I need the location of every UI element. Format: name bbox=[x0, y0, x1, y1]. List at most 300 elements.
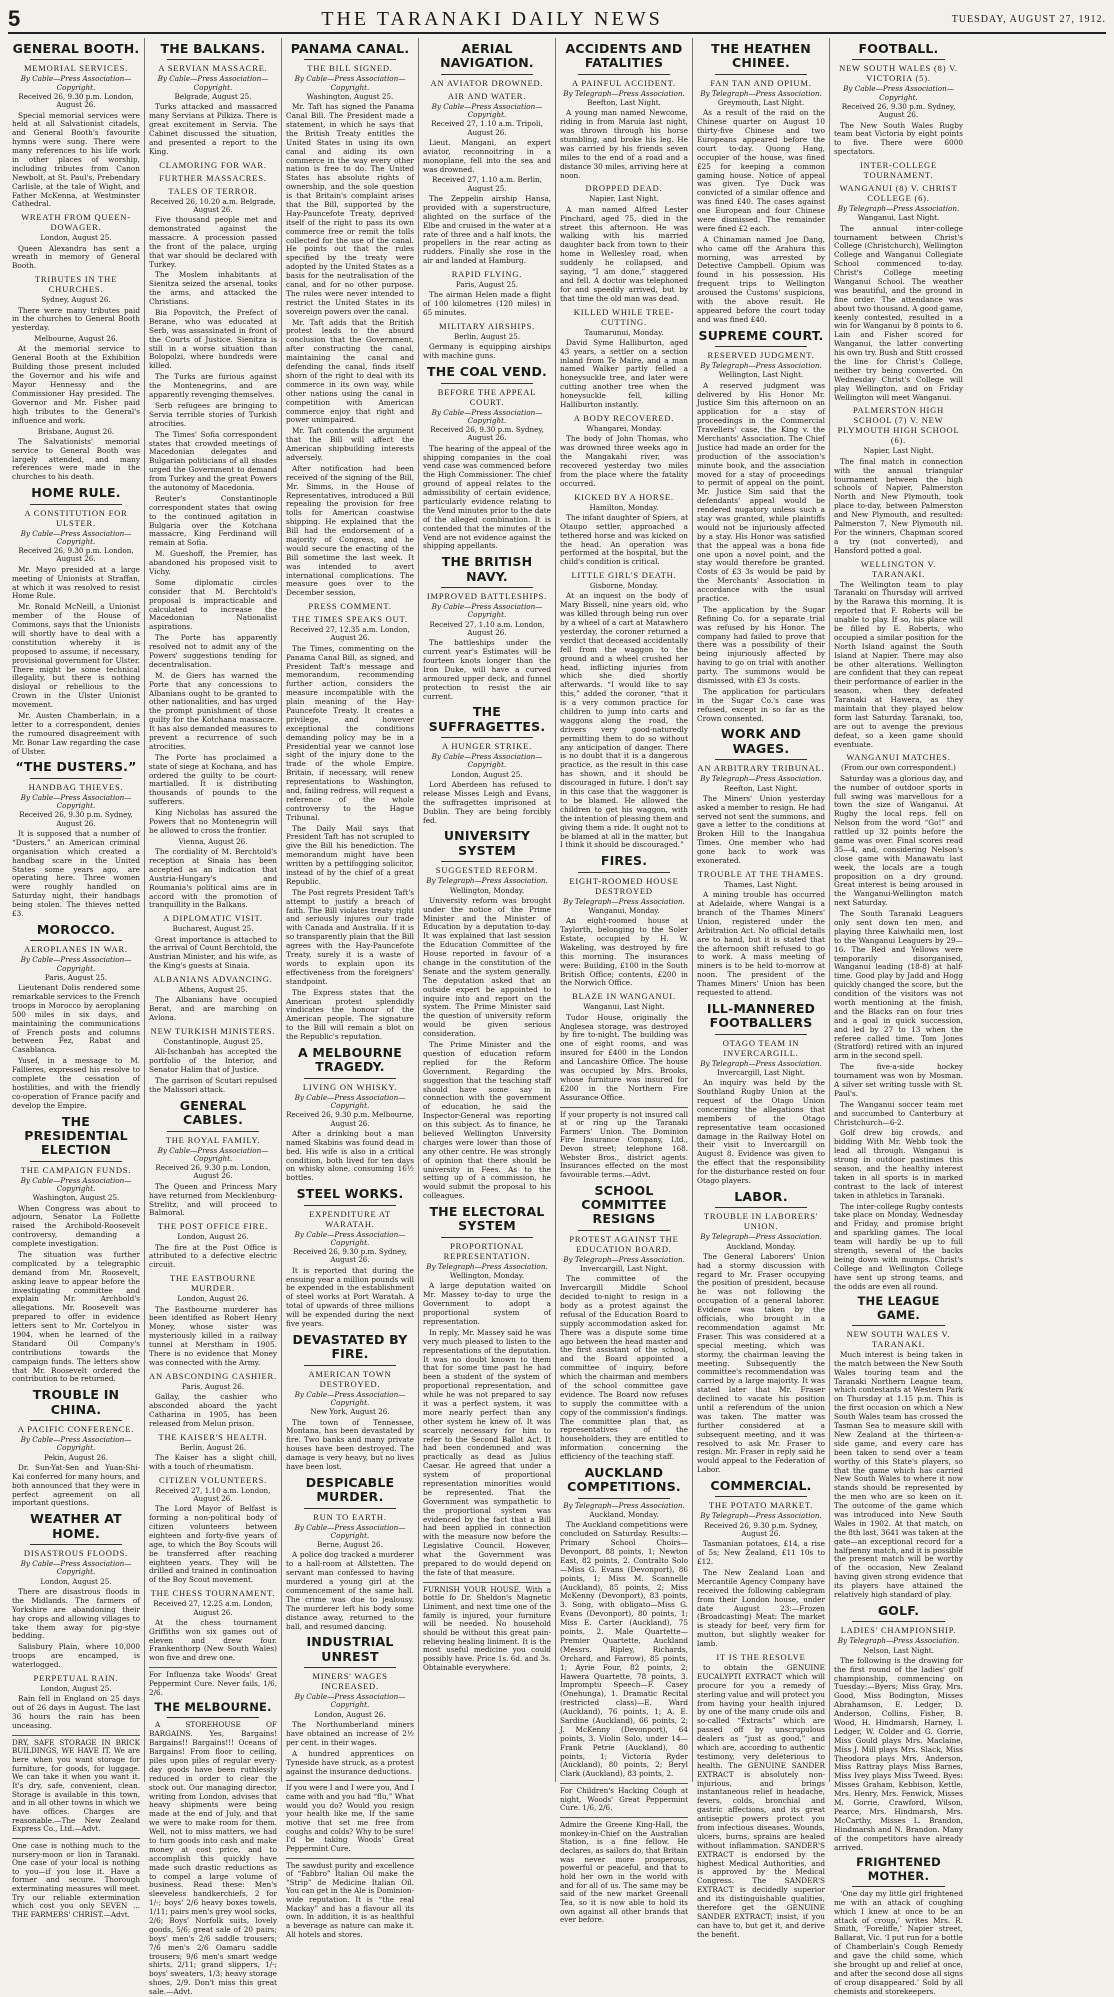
article-paragraph: It is reported that during the ensuing year a million pounds will be expended in the establishment of steel works at Port Waratah. A total of upwards of three millions will be expended during the next five years. bbox=[286, 1265, 414, 1329]
article-subheading: FAN TAN AND OPIUM. bbox=[710, 77, 812, 88]
article-paragraph: Yusef, in a message to M. Fallieres, expressed his resolve to complete the cessation of hostilities, and with the friendly co-operation of France pacify and develop the Empire. bbox=[12, 1056, 140, 1110]
wire-credit: By Cable—Press Association—Copyright. bbox=[294, 1229, 406, 1247]
article-subheading: THE ROYAL FAMILY. bbox=[165, 1134, 261, 1145]
column-4 bbox=[419, 38, 556, 1782]
article-paragraph: The Moslem inhabitants at Sienitza seized the arsenal, tooks the arms, and attacked the Christians. bbox=[149, 270, 277, 307]
article-subheading: TALES OF TERROR. bbox=[168, 185, 258, 196]
article-paragraph: The town of Tennessee, Montana, has been devastated by fire. Two banks and many private houses have been destroyed. The damage is very heavy, but no lives have been lost. bbox=[286, 1417, 414, 1471]
wire-credit: By Telegraph—Press Association. bbox=[700, 1511, 822, 1521]
headline-rule bbox=[441, 383, 533, 384]
article-paragraph: The Kaiser has a slight chill, with a touch of rheumatism. bbox=[149, 1452, 277, 1471]
article-paragraph: Mr. Taft has signed the Panama Canal Bill. The President made a statement, in which he says that the British Treaty entitles the United States in using its own canal and aiding its own commerce in the way every other nation is free to do. The United States has absolute rights of ownership, and the sole question is that Britain's complaint arises that the Bill, supported by the Hay-Pauncefote Treaty, deprived itself of the right to pass its own commerce free or remit the tolls collected for the use of the canal. He points out that the rules specified by the treaty were adopted by the United States as a basis for the neutralisation of the canal, and for no other purpose. The rules were never intended to restrict the United States in its sovereign powers over the canal. bbox=[286, 102, 414, 316]
dateline: Received 26, 9.30 p.m. London, August 26. bbox=[18, 546, 134, 564]
headline-rule bbox=[30, 940, 122, 941]
headline-rule bbox=[578, 1498, 670, 1499]
article-paragraph: The hearing of the appeal of the shipping companies in the coal vend case was commenced before the High Commissioner. The chief ground of appeal relates to the admissibility of certain evidence, particularly evidence relating to the Vend minutes prior to the date of the alleged combination. It is contended that the minutes of the Vend are not evidence against the shipping appellants. bbox=[423, 443, 551, 551]
article-headline: HOME RULE. bbox=[31, 485, 121, 501]
column-1 bbox=[8, 38, 145, 1919]
dateline: Auckland, Monday. bbox=[726, 1241, 796, 1251]
dateline: Invercargill, Last Night. bbox=[717, 1067, 805, 1077]
article-subheading: IT IS THE RESOLVE bbox=[716, 1651, 806, 1662]
wire-credit: By Cable—Press Association—Copyright. bbox=[20, 74, 132, 92]
article-headline: FOOTBALL. bbox=[858, 41, 939, 56]
article-subheading: WREATH FROM QUEEN-DOWAGER. bbox=[21, 212, 131, 233]
article-subheading: AMERICAN TOWN DESTROYED. bbox=[308, 1368, 392, 1389]
article-paragraph: Much interest is being taken in the match between the New South Wales touring team and the Taranaki Northern League team, which contestants at Western Park on Thursday at 1.15 p.m. This is the first occasion on which a New South Wales team has crossed the Tasman Sea to measure skill with New Zealand at the thirteen-a-side game, and every care has been taken to send over a team worthy of this State's players, so that the game which has carried New South Wales to where it now stands should be represented by the men who are so keen on it. The outcome of the game which was introduced into New South Wales in 1902. At that match, on the 8th last, 3641 was taken at the gate—an exceptional record for a halfpenny match, and it is possible the present match will be worthy of the occasion, New Zealand having given strong evidence that its players have attained the relatively high standard of play. bbox=[834, 1349, 964, 1599]
wire-credit: By Cable—Press Association—Copyright. bbox=[431, 101, 543, 120]
wire-credit: By Cable—Press Association—Copyright. bbox=[20, 1435, 132, 1453]
dateline: Athens, August 25. bbox=[178, 985, 248, 995]
article-paragraph: A police dog tracked a murderer to a hall-room at Allstetten. The servant man confessed to having murdered a young girl at the commencement of the same hall. The crime was due to jealousy. The murderer left his body some distance away, returned to the ball, and resumed dancing. bbox=[286, 1550, 414, 1631]
article-paragraph: The New Zealand Loan and Mercantile Agency Company have received the following cablegram from their London house, under date August 23:—Frozen (Broadcasting) Meat: The market is steady for beef, very firm for mutton, but slightly weaker for lamb. bbox=[697, 1567, 825, 1649]
article-subheading: AEROPLANES IN WAR. bbox=[24, 944, 128, 955]
article-paragraph: Bia Popovitch, the Prefect of Berane, who was educated at Serb, was assassinated in front of the Courts of Justice. Sienitza is still in a worse situation than Bolopolzi, where hundreds were killed. bbox=[149, 308, 277, 371]
article-subheading: AN ABSCONDING CASHIER. bbox=[149, 1370, 277, 1381]
article-paragraph: The Times, commenting on the Panama Canal Bill, as signed, and President Taft's message and memorandum, recommending further action, considers the measure incompatible with the plain meaning of the Hay-Pauncefote Treaty. It creates a privilege, and however exceptional the conditions demanding policy may be in a Presidential year we cannot lose sight of the injury done to the trade of the whole Empire. Britain, if necessary, will renew representations to Washington, and, failing redress, will request a reference of the whole controversy to the Hague Tribunal. bbox=[286, 643, 414, 822]
article-headline: THE ELECTORAL SYSTEM bbox=[429, 1204, 545, 1234]
article bbox=[697, 727, 825, 997]
article-paragraph: Reuter's Constantinople correspondent states that owing to the continued agitation in Bulgaria over the Kotchana massacre, King Ferdinand will remain at Sofia. bbox=[149, 493, 277, 548]
article bbox=[423, 365, 551, 551]
wire-credit: By Telegraph—Press Association. bbox=[837, 204, 960, 214]
article-paragraph: An eight-roomed house at Taylorth, belonging to the Soler Estate, occupied by H. W. Wakeling, was destroyed by fire this morning. The insurances were: Building, £100 in the South British Office; contents, £200 in the Norwich Office. bbox=[560, 916, 688, 988]
wire-credit: By Cable—Press Association—Copyright. bbox=[843, 84, 954, 102]
dateline: Received 27, 1.10 a.m. London, August 26. bbox=[155, 1485, 271, 1503]
headline-rule bbox=[441, 737, 533, 738]
headline-rule bbox=[167, 1131, 259, 1132]
article-paragraph: The General Laborers' Union had a stormy discussion with regard to Mr. Fraser occupying the position of president, because he was not following the occupation of a general laborer. Evidence was taken by the officials, who brought in a recommendation against Mr. Fraser. This was considered at a special meeting, which was stormy, the chairman leaving the meeting. Subsequently the committee's recommendation was carried by a large majority. It was stated later that Mr. Fraser declined to vacate his position until a referendum of the union was taken. The matter was further considered at a subsequent meeting, and it was resolved to ask Mr. Fraser to resign. Mr. Fraser in reply said he would appeal to the Federation of Labor. bbox=[697, 1251, 825, 1475]
dateline: Received 26, 9.30 p.m. Sydney, August 26. bbox=[841, 101, 956, 120]
article-headline: WEATHER AT HOME. bbox=[30, 1511, 122, 1541]
wire-credit: By Telegraph—Press Association. bbox=[563, 896, 685, 906]
article bbox=[834, 42, 963, 1291]
headline-rule bbox=[441, 1237, 533, 1238]
article-paragraph: Dr. Sun-Yat-Sen and Yuan-Shi-Kai conferred for many hours, and both announced that they were in perfect agreement on all important questions. bbox=[12, 1462, 140, 1508]
article-subheading: PROPORTIONAL REPRESENTATION. bbox=[443, 1240, 531, 1261]
article-headline: THE HEATHEN CHINEE. bbox=[711, 41, 811, 71]
dateline: Wellington, Monday. bbox=[449, 1271, 525, 1281]
advertisement: If your property is not insured call at or ring up the Taranaki Farmers' Union. The Dominion Fire Insurance Company, Ltd., Devon street; telephone 168. Webster Bros., district agents. Insurances effected on the most favourable terms.—Advt. bbox=[560, 1107, 688, 1180]
dateline: Napier, Last Night. bbox=[863, 446, 934, 456]
wire-credit: By Cable—Press Association—Copyright. bbox=[20, 1175, 132, 1193]
article-subheading: A SERVIAN MASSACRE. bbox=[158, 63, 268, 74]
article-paragraph: Tasmanian potatoes, £14, a rise of 5s; New Zealand, £11 10s to £12. bbox=[697, 1539, 825, 1567]
article-paragraph: Lieut. Mangani, an expert aviator, reconnoitring in a monoplane, fell into the sea and was drowned. bbox=[423, 137, 551, 174]
article-paragraph: A STOREHOUSE OF BARGAINS. Yes, Bargains! Bargains!! Bargains!!! Oceans of Bargains! From floor to ceiling, piles upon piles of regular every-day goods have been ruthlessly reduced in order to clear the stock out. Our managing director, writing from London, advises that heavy shipments were being made at the end of July, and that we were to make room for them. Well, not to miss matters, we had to turn goods into cash and make money at cost price, and to accomplish this quickly have made such drastic reductions as to compel a large volume of business. Read these: Men's sleeveless handkerchiefs, 2 for 1/-; boys' 2/6 heavy boxes towels, 1/11; pairs men's grey wool socks, 2/6; Boys' Norfolk suits, lovely goods, 5/6; great sale of 20 pairs; boys' men's 2/6 saddle trousers; 7/6 men's 2/6 Oamaru saddle trousers; 9/6 men's smart wedge shirts, 2/11; grand slippers, 1/-; boys' sweaters, 1/3; heavy storage shoes, 2/9. Don't miss this great sale.—Advt. bbox=[149, 1720, 277, 1997]
article-subheading: HANDBAG THIEVES. bbox=[28, 781, 124, 792]
wire-credit: By Telegraph—Press Association. bbox=[700, 361, 822, 371]
wire-credit: By Cable—Press Association—Copyright. bbox=[20, 792, 132, 811]
article-paragraph: After notification had been received of the signing of the Bill, Mr. Simms, in the House of Representatives, introduced a Bill repealing the provision for free tolls for American coastwise shipping. He explained that the Bill had the endorsement of a majority of Congress, and he would secure the enacting of the Bill sometime the last week. It was intended to avert international complications. The measure goes over to the December session. bbox=[286, 463, 414, 598]
article-paragraph: The Times' Sofia correspondent states that crowded meetings of Macedonian delegates and Bulgarian politicians of all shades urged the Government to demand from Turkey and the great Powers the autonomy of Macedonia. bbox=[149, 429, 277, 492]
column-7 bbox=[830, 38, 967, 1996]
article bbox=[423, 705, 551, 825]
dateline: Bucharest, August 25. bbox=[172, 924, 254, 934]
article-paragraph: A mining trouble has occurred at Adelaide, where Wangai is a branch of the Thames Miners' Union, registered under the Arbitration Act. No official details are to hand, but it is stated that the afternoon shift refused to go to work. A mass meeting of miners is to be held to-morrow at noon. The president of the Thames Miners' Union has been requested to attend. bbox=[697, 890, 825, 997]
dateline: Received 27, 12.35 a.m. London, August 26. bbox=[290, 625, 410, 643]
article-paragraph: The battleships under the current year's Estimates will be fourteen knots longer than the Iron Duke, will have a curved armoured upper deck, and funnel protection to resist the air current. bbox=[423, 638, 551, 701]
headline-rule bbox=[715, 74, 807, 75]
dateline: Berlin, August 25. bbox=[453, 332, 521, 342]
article-subheading: DROPPED DEAD. bbox=[585, 183, 663, 194]
article bbox=[12, 42, 140, 482]
masthead bbox=[8, 6, 1106, 34]
article-paragraph: Mr. Mayo presided at a large meeting of Unionists at Straffan, at which it was resolved to resist Home Rule. bbox=[12, 564, 140, 601]
article-subheading: DISASTROUS FLOODS. bbox=[23, 1548, 129, 1559]
dateline: Wellington, Last Night. bbox=[718, 370, 804, 380]
article-headline: LABOR. bbox=[734, 1188, 788, 1204]
article bbox=[149, 1701, 277, 1997]
article-subheading: MILITARY AIRSHIPS. bbox=[438, 321, 536, 332]
article bbox=[834, 1295, 963, 1599]
article bbox=[286, 42, 414, 1042]
article-paragraph: At the chess tournament Griffiths won six games out of eleven and drew four. Frankenthorp (New South Wales) won five and drew one. bbox=[149, 1617, 277, 1663]
wire-credit: By Cable—Press Association—Copyright. bbox=[431, 602, 543, 620]
article-paragraph: The infant daughter of Spiers, at Otaupo settler, approached a tethered horse and was kicked on the head. An operation was performed at the hospital, but the child's condition is critical. bbox=[560, 512, 688, 567]
article-headline: FRIGHTENED MOTHER. bbox=[856, 1855, 941, 1883]
article bbox=[286, 1333, 414, 1472]
article-paragraph: The Porte has proclaimed a state of siege at Kochana, and has ordered the guilty to be court-martialled. It is distributing thousands of pounds to the sufferers. bbox=[149, 752, 277, 807]
article-paragraph: The garrison of Scutari repulsed the Malissori attack. bbox=[149, 1076, 277, 1094]
wire-credit: By Cable—Press Association—Copyright. bbox=[294, 1092, 406, 1110]
dateline: Wellington, Monday. bbox=[449, 885, 525, 895]
article-paragraph: The Wanganui soccer team met and succumbed to Canterbury at Christchurch—6-2. bbox=[834, 1099, 963, 1127]
article-headline: “THE DUSTERS.” bbox=[15, 759, 137, 775]
wire-credit: By Cable—Press Association—Copyright. bbox=[294, 1522, 406, 1540]
wire-credit: By Telegraph—Press Association. bbox=[700, 1232, 822, 1242]
article-subheading: A HUNGER STRIKE. bbox=[441, 741, 532, 752]
article-subheading: MINERS' WAGES INCREASED. bbox=[312, 1671, 388, 1692]
article-subheading: PRESS COMMENT. bbox=[308, 601, 392, 612]
article-paragraph: The Lord Mayor of Belfast is forming a non-political body of citizen volunteers between eighteen and forty-five years of age, to which the Boy Scouts will be transferred after reaching eighteen years. They will be drilled and trained in continuation of the Boy Scout movement. bbox=[149, 1504, 277, 1585]
wire-credit: By Cable—Press Association—Copyright. bbox=[294, 74, 406, 92]
article-subheading: RESERVED JUDGMENT. bbox=[707, 350, 815, 361]
advertisement: For Influenza take Woods' Great Peppermint Cure. Never fails, 1/6, 2/6. bbox=[149, 1667, 277, 1697]
headline-rule bbox=[578, 872, 670, 873]
article-headline: A MELBOURNE TRAGEDY. bbox=[297, 1044, 403, 1075]
article bbox=[697, 42, 825, 325]
wire-credit: By Telegraph—Press Association. bbox=[700, 774, 822, 784]
article-paragraph: The Queen and Princess Mary have returned from Mecklenburg-Strelitz, and will proceed to Balmoral. bbox=[149, 1181, 277, 1218]
headline-rule bbox=[304, 1078, 396, 1079]
wire-credit: By Telegraph—Press Association. bbox=[426, 1261, 548, 1271]
article-paragraph: Germany is equipping airships with machine guns. bbox=[423, 342, 551, 361]
article-subheading: OTAGO TEAM IN INVERCARGILL. bbox=[722, 1037, 800, 1058]
column-5 bbox=[556, 38, 693, 1925]
article-headline: COMMERCIAL. bbox=[710, 1478, 812, 1494]
article-subheading: LITTLE GIRL'S DEATH. bbox=[571, 570, 677, 581]
dateline: Washington, August 25. bbox=[306, 91, 394, 101]
headline-rule bbox=[852, 1886, 945, 1887]
advertisement: One case is nothing much to the nursery-moon or lion in Taranaki. One case of your local is nothing to you—if you lose it. Have a former and secure. Thorough exterminating measures will meet. Try our reliable extermination which cost you only SEVEN ... THE FARMERS' CHRIST.—Advt. bbox=[12, 1838, 140, 1920]
article-subheading: TROUBLE AT THE THAMES. bbox=[697, 868, 825, 879]
headline-rule bbox=[441, 587, 533, 588]
article bbox=[697, 1002, 825, 1186]
article-subheading: EIGHT-ROOMED HOUSE DESTROYED bbox=[569, 875, 679, 896]
dateline: Received 26, 10.20 a.m. Belgrade, August 26. bbox=[150, 196, 276, 214]
dateline: Melbourne, August 26. bbox=[34, 334, 118, 344]
article-paragraph: to obtain the GENUINE EUCALYPTI EXTRACT which will procure for you a remedy of sterling value and will protect you from having your health injured by one of the many crude oils and so-called “Extracts” which are passed off by unscrupulous dealers as “just as good,” and which are, according to authentic testimony, very deleterious to health. The GENUINE SANDER EXTRACT is absolutely non-injurious, and brings instantaneous relief in headache, fevers, colds, bronchial and gastric affections, and its great antiseptic powers protect you from infectious diseases. Wounds, ulcers, burns, sprains are healed without inflammation. SANDER'S EXTRACT is endorsed by the highest Medical Authorities, and is approved by the Medical Congress. The SANDER'S EXTRACT is decidedly superior and its distinguishable qualities, therefore get the GENUINE SANDER EXTRACT; insist, if you can have to, but get it, and derive the benefit. bbox=[697, 1662, 825, 1939]
dateline: Vienna, August 26. bbox=[178, 836, 248, 846]
article-headline: THE BALKANS. bbox=[160, 41, 266, 56]
article-paragraph: The committee of the Invercargill Middle School decided to-night to resign in a body as a protest against the refusal of the Education Board to supply accommodation asked for. There was a dispute some time ago between the head master and the first assistant of the school, and the Board appointed a committee of inquiry, before which the chairman and members of the school committee gave evidence. The Board now refuses to supply the committee with a copy of the commission's findings. The committee plan that, as representatives of the householders, they are entitled to information concerning the efficiency of the teaching staff. bbox=[560, 1274, 688, 1462]
headline-rule bbox=[852, 1325, 945, 1326]
article-headline: THE SUFFRAGETTES. bbox=[428, 704, 546, 734]
article-subheading: RAPID FLYING. bbox=[451, 269, 523, 280]
article bbox=[149, 1099, 277, 1663]
wire-credit: By Cable—Press Association—Copyright. bbox=[294, 1389, 406, 1407]
dateline: Wanganui, Last Night. bbox=[583, 1002, 665, 1012]
article-paragraph: A reserved judgment was delivered by His Honor Mr. Justice Sim this afternoon on an application for a stay of proceedings in the Commercial Travellers' case, the King v. the Merchants' Association. The Chief Justice had made an order for the production of the association's minute book, and the association moved for a stay of proceedings to permit of appeal on the point. Mr. Justice Sim said that the defendants' appeal would be rendered nugatory unless such a stay was granted, while plaintiffs would not be injuriously affected by a stay. His Honor was satisfied that the appeal was a bona fide one upon a novel point, and the stay would therefore be granted. Costs of £3 3s would be paid by the Merchants' Association in accordance with the usual practice. bbox=[697, 380, 825, 603]
article-subheading: WELLINGTON V. TARANAKI. bbox=[860, 558, 937, 579]
dateline: Thames, Last Night. bbox=[724, 879, 798, 889]
article-paragraph: Special memorial services were held at all Salvationist citadels, and General Booth's favourite hymns were sung. There were many references to his life work in other places of worship, including tributes from Canon Newbolt, at St. Paul's, Prebendary Carlisle, at the tale of Wight, and Father McKenna, at Westminster Cathedral. bbox=[12, 110, 140, 209]
article-subheading: THE CAMPAIGN FUNDS. bbox=[20, 1164, 132, 1175]
advertisement: FURNISH YOUR HOUSE. With a bottle fo Dr. Sheldon's Magnetic Liniment, and next time one of the family is injured, your furniture will be needed. No household should be without this great pain-relieving healing liniment. It is the most useful medicine you could possibly have. Price 1s. 6d. and 3s. Obtainable everywhere. bbox=[423, 1582, 551, 1672]
wire-credit: By Cable—Press Association—Copyright. bbox=[20, 955, 132, 973]
article-paragraph: The situation was further complicated by a telegraphic demand from Mr. Roosevelt, asking leave to appear before the investigating committee and explain Mr. Archbold's allegations. Mr. Roosevelt was prepared to offer in evidence letters sent to Mr. Cortelyou in 1904, when he learned of the Standard Oil Company's contributions towards the campaign funds. The letters show that Mr. Roosevelt ordered the contribution to be returned. bbox=[12, 1249, 140, 1384]
dateline: Beefton, Last Night. bbox=[587, 98, 661, 108]
article-paragraph: A large deputation waited on Mr. Massey to-day to urge the Government to adopt a proportional system of representation. bbox=[423, 1281, 551, 1326]
article-subheading: LADIES' CHAMPIONSHIP. bbox=[840, 1625, 957, 1636]
article-paragraph: A man named Alfred Lester Pinchard, aged 75, died in the street this afternoon. He was walking with his married daughter back from town to their home in Wellesley road, when suddenly he collapsed, and saying, “I am done,” staggered and fell. A doctor was telephoned for and speedily arrived, but by that time the old man was dead. bbox=[560, 204, 688, 303]
dateline: Whangarei, Monday. bbox=[586, 423, 662, 433]
dateline: London, August 26. bbox=[177, 1294, 249, 1304]
article-subheading: TROUBLE IN LABORERS' UNION. bbox=[703, 1211, 819, 1232]
article-paragraph: A young man named Newcome, riding in from Maruia last night, was thrown through his horse stumbling, and broke his leg. He was carried by his friends seven miles to the end of a road and a distance 30 miles, arriving here at noon. bbox=[560, 108, 688, 180]
wire-credit: By Telegraph—Press Association. bbox=[563, 1254, 685, 1264]
article-subheading: KICKED BY A HORSE. bbox=[574, 491, 674, 502]
headline-rule bbox=[30, 1544, 122, 1545]
article-paragraph: Golf drew big crowds, and bidding With Mr. Webb took the lead all through. Wanganui is strong in outdoor pastimes this season, and the healthy interest taken in all sports is in marked contrast to the lack of interest taken in athletics in Taranaki. bbox=[834, 1128, 963, 1200]
article-paragraph: The Salvationists' memorial service to General Booth was largely attended, and many references were made in the churches to his death. bbox=[12, 436, 140, 482]
article-subheading: EXPENDITURE AT WARATAH. bbox=[309, 1208, 391, 1229]
dateline: Constantinople, August 25. bbox=[163, 1037, 263, 1047]
article-subheading: KILLED WHILE TREE-CUTTING. bbox=[573, 306, 675, 327]
dateline: Belgrade, August 25. bbox=[174, 91, 252, 101]
columns bbox=[8, 38, 1106, 1997]
column-2 bbox=[145, 38, 282, 1997]
article-paragraph: Mr. Ronald McNeill, a Unionist member of the House of Commons, says that the Unionists will shortly have to deal with a constitution whereby it is proposed to assume, if necessary, provisional government for Ulster. There might be some technical illegality, but there is nothing disloyal or rebellious to the Crown in the Ulster Unionist movement. bbox=[12, 602, 140, 710]
headline-rule bbox=[441, 74, 533, 75]
headline-rule bbox=[167, 59, 259, 60]
article-paragraph: A Chinaman named Joe Dang, who came off the Arahura this morning, was arrested by Detective Campbell. Opium was found in his possession. His frequent trips to Wellington aroused the Customs' suspicions, with the above result. He appeared before the court today and was fined £40. bbox=[697, 234, 825, 324]
article-paragraph: After a drinking bout a man named Skabins was found dead in bed. His wife is also in a critical condition, both lived for ten days on whisky alone, consuming 16½ bottles. bbox=[286, 1128, 414, 1183]
article-subheading: AIR AND WATER. bbox=[447, 90, 527, 101]
article-subheading: THE POTATO MARKET. bbox=[708, 1500, 814, 1511]
article-paragraph: The Albanians have occupied Berat, and are marching on Avlona. bbox=[149, 995, 277, 1023]
wire-credit: By Telegraph—Press Association. bbox=[426, 876, 548, 886]
article-paragraph: The Turks are furious against the Montenegrins, and are apparently revenging themselves. bbox=[149, 372, 277, 400]
article bbox=[12, 486, 140, 756]
headline-rule bbox=[715, 1496, 807, 1497]
dateline: Berlin, August 26. bbox=[179, 1442, 247, 1452]
article bbox=[834, 1856, 963, 1996]
article-paragraph: At the memorial service to General Booth at the Exhibition Building those present included the Governor and his wife and Mayor Hennessy and the Commissioner Hay presided. The Governor and Mr. Fisher paid high tributes to the General's influence and work. bbox=[12, 344, 140, 425]
article-headline: DESPICABLE MURDER. bbox=[305, 1474, 395, 1505]
article bbox=[560, 1466, 688, 1925]
article-paragraph: An inquiry was held by the Southland Rugby Union at the request of the Otago Union concerning the allegations that members of the Otago representative team occasioned damage in the Railway Hotel on their visit to Invercargill on August 8. Evidence was given to the effect that the responsibility for the disturbance rested on four Otago players. bbox=[697, 1078, 825, 1185]
article-paragraph: There are disastrous floods in the Midlands. The farmers of Yorkshire are abandoning their hay crops and allowing villages to take them away for pig-stye bedding. bbox=[12, 1586, 140, 1641]
article-subheading: THE EASTBOURNE MURDER. bbox=[169, 1273, 257, 1294]
article-paragraph: ‘One day my little girl frightened me with an attack of coughing which I knew at once to be an attack of croup,’ writes Mrs. R. Smith, ‘Foreliffe,’ Napier street, Ballarat, Vic. ‘I put run for a bottle of Chamberlain's Cough Remedy and gave the child some, which she brought up and relief at once, and after the second dose all signs of croup disappeared.’ Sold by all chemists and storekeepers. bbox=[834, 1888, 963, 1996]
headline-rule bbox=[578, 1230, 670, 1231]
article-subheading: A PACIFIC CONFERENCE. bbox=[17, 1424, 135, 1435]
article-subheading: PROTEST AGAINST THE EDUCATION BOARD. bbox=[569, 1233, 679, 1254]
article-headline: AUCKLAND COMPETITIONS. bbox=[567, 1465, 681, 1495]
article bbox=[286, 1046, 414, 1183]
article-paragraph: Mr. Austen Chamberlain, in a letter to a correspondent, denies the rumoured disagreement with Mr. Bonar Law regarding the case of Ulster. bbox=[12, 710, 140, 756]
dateline: New York, August 26. bbox=[310, 1407, 390, 1417]
dateline: (From our own correspondent.) bbox=[841, 763, 956, 773]
article-headline: STEEL WORKS. bbox=[296, 1186, 404, 1202]
article-headline: DEVASTATED BY FIRE. bbox=[292, 1331, 408, 1362]
headline-rule bbox=[852, 1621, 945, 1622]
dateline: Received 27, 12.25 a.m. London, August 26. bbox=[153, 1599, 273, 1617]
article-subheading: TRIBUTES IN THE CHURCHES. bbox=[34, 274, 118, 295]
dateline: Berne, August 26. bbox=[317, 1540, 383, 1550]
article-paragraph: The airman Helen made a flight of 100 kilometres (120 miles) in 65 minutes. bbox=[423, 290, 551, 318]
article-paragraph: When Congress was about to adjourn, Senator La Follette raised the Archibold-Roosevelt controversy, demanding a complete investigation. bbox=[12, 1203, 140, 1249]
headline-rule bbox=[30, 59, 122, 60]
dateline: Nelson, Last Night. bbox=[863, 1645, 934, 1655]
article-paragraph: The application by the Sugar Refining Co. for a separate trial was refused by his Honor. The company had failed to prove that there was a possibility of their being injuriously affected by having to go on trial with another party. The summons would be dismissed, with £3 3s costs. bbox=[697, 604, 825, 686]
wire-credit: By Cable—Press Association—Copyright. bbox=[431, 752, 543, 770]
dateline: London, August 25. bbox=[40, 233, 112, 243]
article bbox=[423, 555, 551, 701]
column-6 bbox=[693, 38, 830, 1939]
article-paragraph: The application for particulars in the Sugar Co.'s case was refused, except in so far as the Crown consented. bbox=[697, 686, 825, 723]
headline-rule bbox=[715, 346, 807, 347]
article-paragraph: Queen Alexandra has sent a wreath in memory of General Booth. bbox=[12, 243, 140, 271]
article-headline: ACCIDENTS AND FATALITIES bbox=[565, 41, 683, 71]
article-paragraph: The Porte has apparently resolved not to admit any of the Powers' suggestions tending for decentralisation. bbox=[149, 633, 277, 669]
article-headline: THE MELBOURNE. bbox=[154, 1700, 272, 1715]
dateline: Hamilton, Monday. bbox=[589, 502, 659, 512]
advertisement: For Children's Hacking Cough at night, Woods' Great Peppermint Cure. 1/6, 2/6. bbox=[560, 1783, 688, 1813]
article-headline: SUPREME COURT. bbox=[698, 327, 824, 343]
headline-rule bbox=[30, 504, 122, 505]
article-headline: AERIAL NAVIGATION. bbox=[440, 41, 534, 71]
dateline: Pekin, August 26. bbox=[44, 1452, 108, 1462]
article-subheading: RUN TO EARTH. bbox=[313, 1511, 387, 1522]
article bbox=[697, 329, 825, 724]
article-subheading: SUGGESTED REFORM. bbox=[435, 865, 539, 876]
dateline: Washington, August 25. bbox=[32, 1193, 120, 1203]
article-paragraph: Some diplomatic circles consider that M. Berchtold's proposal is impracticable and calculated to increase the Macedonian Nationalist aspirations. bbox=[149, 577, 277, 632]
article-headline: GENERAL BOOTH. bbox=[12, 41, 140, 56]
article-headline: INDUSTRIAL UNREST bbox=[306, 1634, 394, 1664]
article-paragraph: The five-a-side hockey tournament was won by Mosman. A silver set writing tussle with St. Paul's. bbox=[834, 1062, 963, 1098]
article-paragraph: The Wellington team to play Taranaki on Thursday will arrived by the Rarawa this morning. It is reported that F. Roberts will be unable to play. If so, his place will be filled by E. Roberts, who occupied a similar position for the North Island against the South Island at Napier. There may also be other alterations. Wellington are confident that they can repeat their performance of earlier in the season, when they defeated Taranaki at Hawera, as they maintain that they played below form last Saturday. Taranaki, too, are out to avenge the previous defeat, so a keen game should eventuate. bbox=[834, 579, 963, 749]
article-subheading: CLAMORING FOR WAR. bbox=[159, 159, 267, 170]
article bbox=[834, 1604, 963, 1853]
dateline: Received 26, 9.30 p.m. Sydney, August 26. bbox=[19, 810, 133, 828]
article-subheading: NEW TURKISH MINISTERS. bbox=[150, 1026, 276, 1037]
dateline: Gisborne, Monday. bbox=[589, 581, 659, 591]
wire-credit: By Cable—Press Association—Copyright. bbox=[431, 407, 543, 425]
article-headline: UNIVERSITY SYSTEM bbox=[443, 828, 531, 858]
article-subheading: THE CHESS TOURNAMENT. bbox=[150, 1588, 276, 1599]
article bbox=[286, 1476, 414, 1632]
article-paragraph: There were many tributes paid in the churches to General Booth yesterday. bbox=[12, 305, 140, 333]
article-paragraph: The Northumberland miners have obtained an increase of 2½ per cent. in their wages. bbox=[286, 1720, 414, 1747]
article-paragraph: Great importance is attached to the arrival of Count Berchtold, the Austrian Minister, and his wife, as the King's guests at Sinaia. bbox=[149, 934, 277, 971]
dateline: Brisbane, August 26. bbox=[37, 426, 115, 436]
article-paragraph: The Auckland competitions were concluded on Saturday. Results:— Primary School Choirs—Devonport, 88 points, 1; Newton East, 82 points, 2. Contralto Solo—Miss G. Evans (Devonport), 86 points, 1; Miss M. Scannelle (Auckland), 85 points, 2; Miss McKenny (Devonport), 83 points, 3. Song, with obligato—Miss G. Evans (Devonport), 80 points, 1; Miss E. Carter (Auckland), 75 points, 2. Male Quartette—Premier Quartette, Auckland (Messrs. Ripley, Richards, Orchard, and Farrow), 85 points, 1; Ayrie Four, 82 points, 2; Hawera Quartette, 78 points, 3. Impromptu Speech—F. Casey (Onehunga), 1. Dramatic Recital (restricted class)—E. Ward (Auckland), 76 points, 1; A. E. Sardine (Auckland), 66 points, 2; J. McKenny (Devonport), 64 points, 3. Violin Solo, under 14—Frank Petrie (Auckland), 80 points, 1; Victoria Ryder (Auckland), 80 points, 2; Beryl Clark (Auckland), 83 points, 2. bbox=[560, 1520, 688, 1779]
article-paragraph: M. de Giers has warned the Porte that any concessions to Albanians ought to be granted to other nationalities, and has urged the prompt punishment of those guilty for the Kotchana massacre. It has also demanded measures to prevent a recurrence of such atrocities. bbox=[149, 670, 277, 751]
dateline: London, August 25. bbox=[40, 1683, 112, 1693]
article-paragraph: The final match in connection with the annual triangular tournament between the high schools of Napier, Palmerston North and New Plymouth, took place to-day, between Palmerston and New Plymouth, and resulted: Palmerston 7, New Plymouth nil. For the winners, Chapman scored a try (not converted), and Hansford potted a goal. bbox=[834, 456, 963, 555]
article bbox=[423, 829, 551, 1201]
advertisement: The sawdust purity and excellence of “Fabbro” Italian Oil make the “Strip” de Medicine Italian Oil. You can get in the Ale is Dominion-wide reputation. It is “the real Mackay” and has a flavour all its own. In addition, it is as healthful a beverage as nature can make it. All hotels and stores. bbox=[286, 1858, 414, 1940]
dateline: Received 26, 9.30 p.m. Melbourne, August 26. bbox=[286, 1110, 414, 1128]
article-paragraph: In reply, Mr. Massey said he was very much pleased to listen to the representations of the deputation. It was no doubt known to them that for some time past he had been a student of the system of proportional representation, and while he was not prepared to say it was a perfect system, it was more nearly perfect than any other system he knew of. It was scarcely necessary for him to refer to the Second Ballot Act. It had been condemned and was practically as dead as Julius Caesar. He agreed that under a system of proportional representation minorities would be represented. That the Government was sympathetic to the proportional system was evidenced by the fact that a Bill had been applied in connection with the measure now before the Legislative Council. However, what the Government was prepared to do would depend on the fate of that measure. bbox=[423, 1327, 551, 1577]
article-headline: MOROCCO. bbox=[36, 921, 116, 937]
article-paragraph: Lieutenant Dolis rendered some remarkable services to the French troops in Morocco by aeroplaning 500 miles in six days, and maintaining the communications of French posts and columns between Fez, Rabat and Casablanca. bbox=[12, 983, 140, 1055]
article-paragraph: University reform was brought under the notice of the Prime Minister and the Minister of Education by a deputation to-day. It was explained that last session the Education Committee of the House reported in favour of a change in the constitution of the Senate and the system generally. The deputation asked that an outside expert be appointed to inquire into and report on the system. The Prime Minister said the question of university reform would be given serious consideration. bbox=[423, 895, 551, 1039]
dateline: London, August 26. bbox=[314, 1709, 386, 1719]
article-paragraph: The Express states that the American protest splendidly vindicates the honour of the American people. The signature to the Bill will remain a blot on the Republic's reputation. bbox=[286, 987, 414, 1042]
headline-rule bbox=[578, 74, 670, 75]
headline-rule bbox=[441, 861, 533, 862]
headline-rule bbox=[304, 59, 396, 60]
headline-rule bbox=[715, 1034, 807, 1035]
wire-credit: By Cable—Press Association—Copyright. bbox=[157, 74, 269, 92]
wire-credit: By Cable—Press Association—Copyright. bbox=[20, 528, 132, 546]
article-paragraph: The Miners' Union yesterday asked a member to resign. He had served not sent the summons, and gave a letter to the conditions at Broken Hill to the Inangahua Times. One member who had gone back to work was exonerated. bbox=[697, 793, 825, 866]
article-headline: GOLF. bbox=[877, 1602, 920, 1618]
article-subheading: AN AVIATOR DROWNED. bbox=[430, 77, 544, 88]
article-paragraph: Rain fell in England on 25 days out of 26 days in August. The last 36 hours the rain has been unceasing. bbox=[12, 1694, 140, 1730]
wire-credit: By Telegraph—Press Association. bbox=[700, 1058, 822, 1068]
dateline: Received 26, 9.30 p.m. London, August 26. bbox=[155, 1163, 271, 1181]
headline-rule bbox=[304, 1667, 396, 1668]
article bbox=[286, 1635, 414, 1776]
wire-credit: By Telegraph—Press Association. bbox=[700, 88, 822, 98]
article-headline: WORK AND WAGES. bbox=[720, 726, 802, 756]
article-paragraph: Serb refugees are bringing to Servia terrible stories of Turkish atrocities. bbox=[149, 400, 277, 428]
headline-rule bbox=[715, 759, 807, 760]
dateline: London, August 25. bbox=[451, 769, 523, 779]
article-subheading: BEFORE THE APPEAL COURT. bbox=[437, 386, 537, 407]
dateline: Wanganui, Last Night. bbox=[857, 213, 940, 223]
article-paragraph: It is supposed that a number of “Dusters,” an American criminal organisation which created a handbag scare in the United States some years ago, are operating here. Three women were roughly handled on Saturday night, their handbags being stolen. The thieves netted £3. bbox=[12, 828, 140, 918]
article bbox=[12, 760, 140, 918]
article bbox=[286, 1187, 414, 1329]
dateline: Received 27, 1.10 a.m. London, August 26. bbox=[429, 619, 545, 637]
article-paragraph: The fire at the Post Office is attributed to a defective electric circuit. bbox=[149, 1242, 277, 1270]
advertisement: If you were I and I were you, And I came with and you had “flu,” What would you do? Would you resign your health like me, If the same motive that set me free from coughs and colds? Why to be sure! I'd be taking Woods' Great Peppermint Cure. bbox=[286, 1780, 414, 1853]
dateline: Reefton, Last Night. bbox=[724, 783, 798, 793]
article-paragraph: Mr. Taft adds that the British protest leads to the absurd conclusion that the Government, after constructing the canal, maintaining the canal and defending the canal, finds itself shorn of the right to deal with its commerce in its own way, while other nations using the canal in competition with American commerce enjoy that right and power unimpaired. bbox=[286, 317, 414, 425]
article-subheading: NEW SOUTH WALES V. TARANAKI. bbox=[846, 1328, 951, 1349]
article-headline: PANAMA CANAL. bbox=[290, 41, 410, 56]
article-headline: FIRES. bbox=[600, 853, 648, 869]
article-paragraph: King Nicholas has assured the Powers that no Montenegrin will be allowed to cross the frontier. bbox=[149, 808, 277, 835]
headline-rule bbox=[167, 1717, 259, 1718]
issue-date: TUESDAY, AUGUST 27, 1912. bbox=[951, 13, 1106, 25]
dateline: London, August 25. bbox=[40, 1576, 112, 1586]
article-headline: ILL-MANNERED FOOTBALLERS bbox=[706, 1000, 816, 1031]
wire-credit: By Cable—Press Association—Copyright. bbox=[157, 1145, 269, 1163]
article-subheading: A BODY RECOVERED. bbox=[573, 412, 675, 423]
dateline: Received 27, 1.10 a.m. Berlin, August 25. bbox=[432, 175, 542, 193]
article-paragraph: A hundred apprentices on Tyneside have struck, as a protest against the insurance deductions. bbox=[286, 1748, 414, 1776]
article-subheading: A CONSTITUTION FOR ULSTER. bbox=[24, 507, 128, 528]
article bbox=[12, 923, 140, 1111]
dateline: Auckland, Monday. bbox=[589, 1510, 659, 1520]
